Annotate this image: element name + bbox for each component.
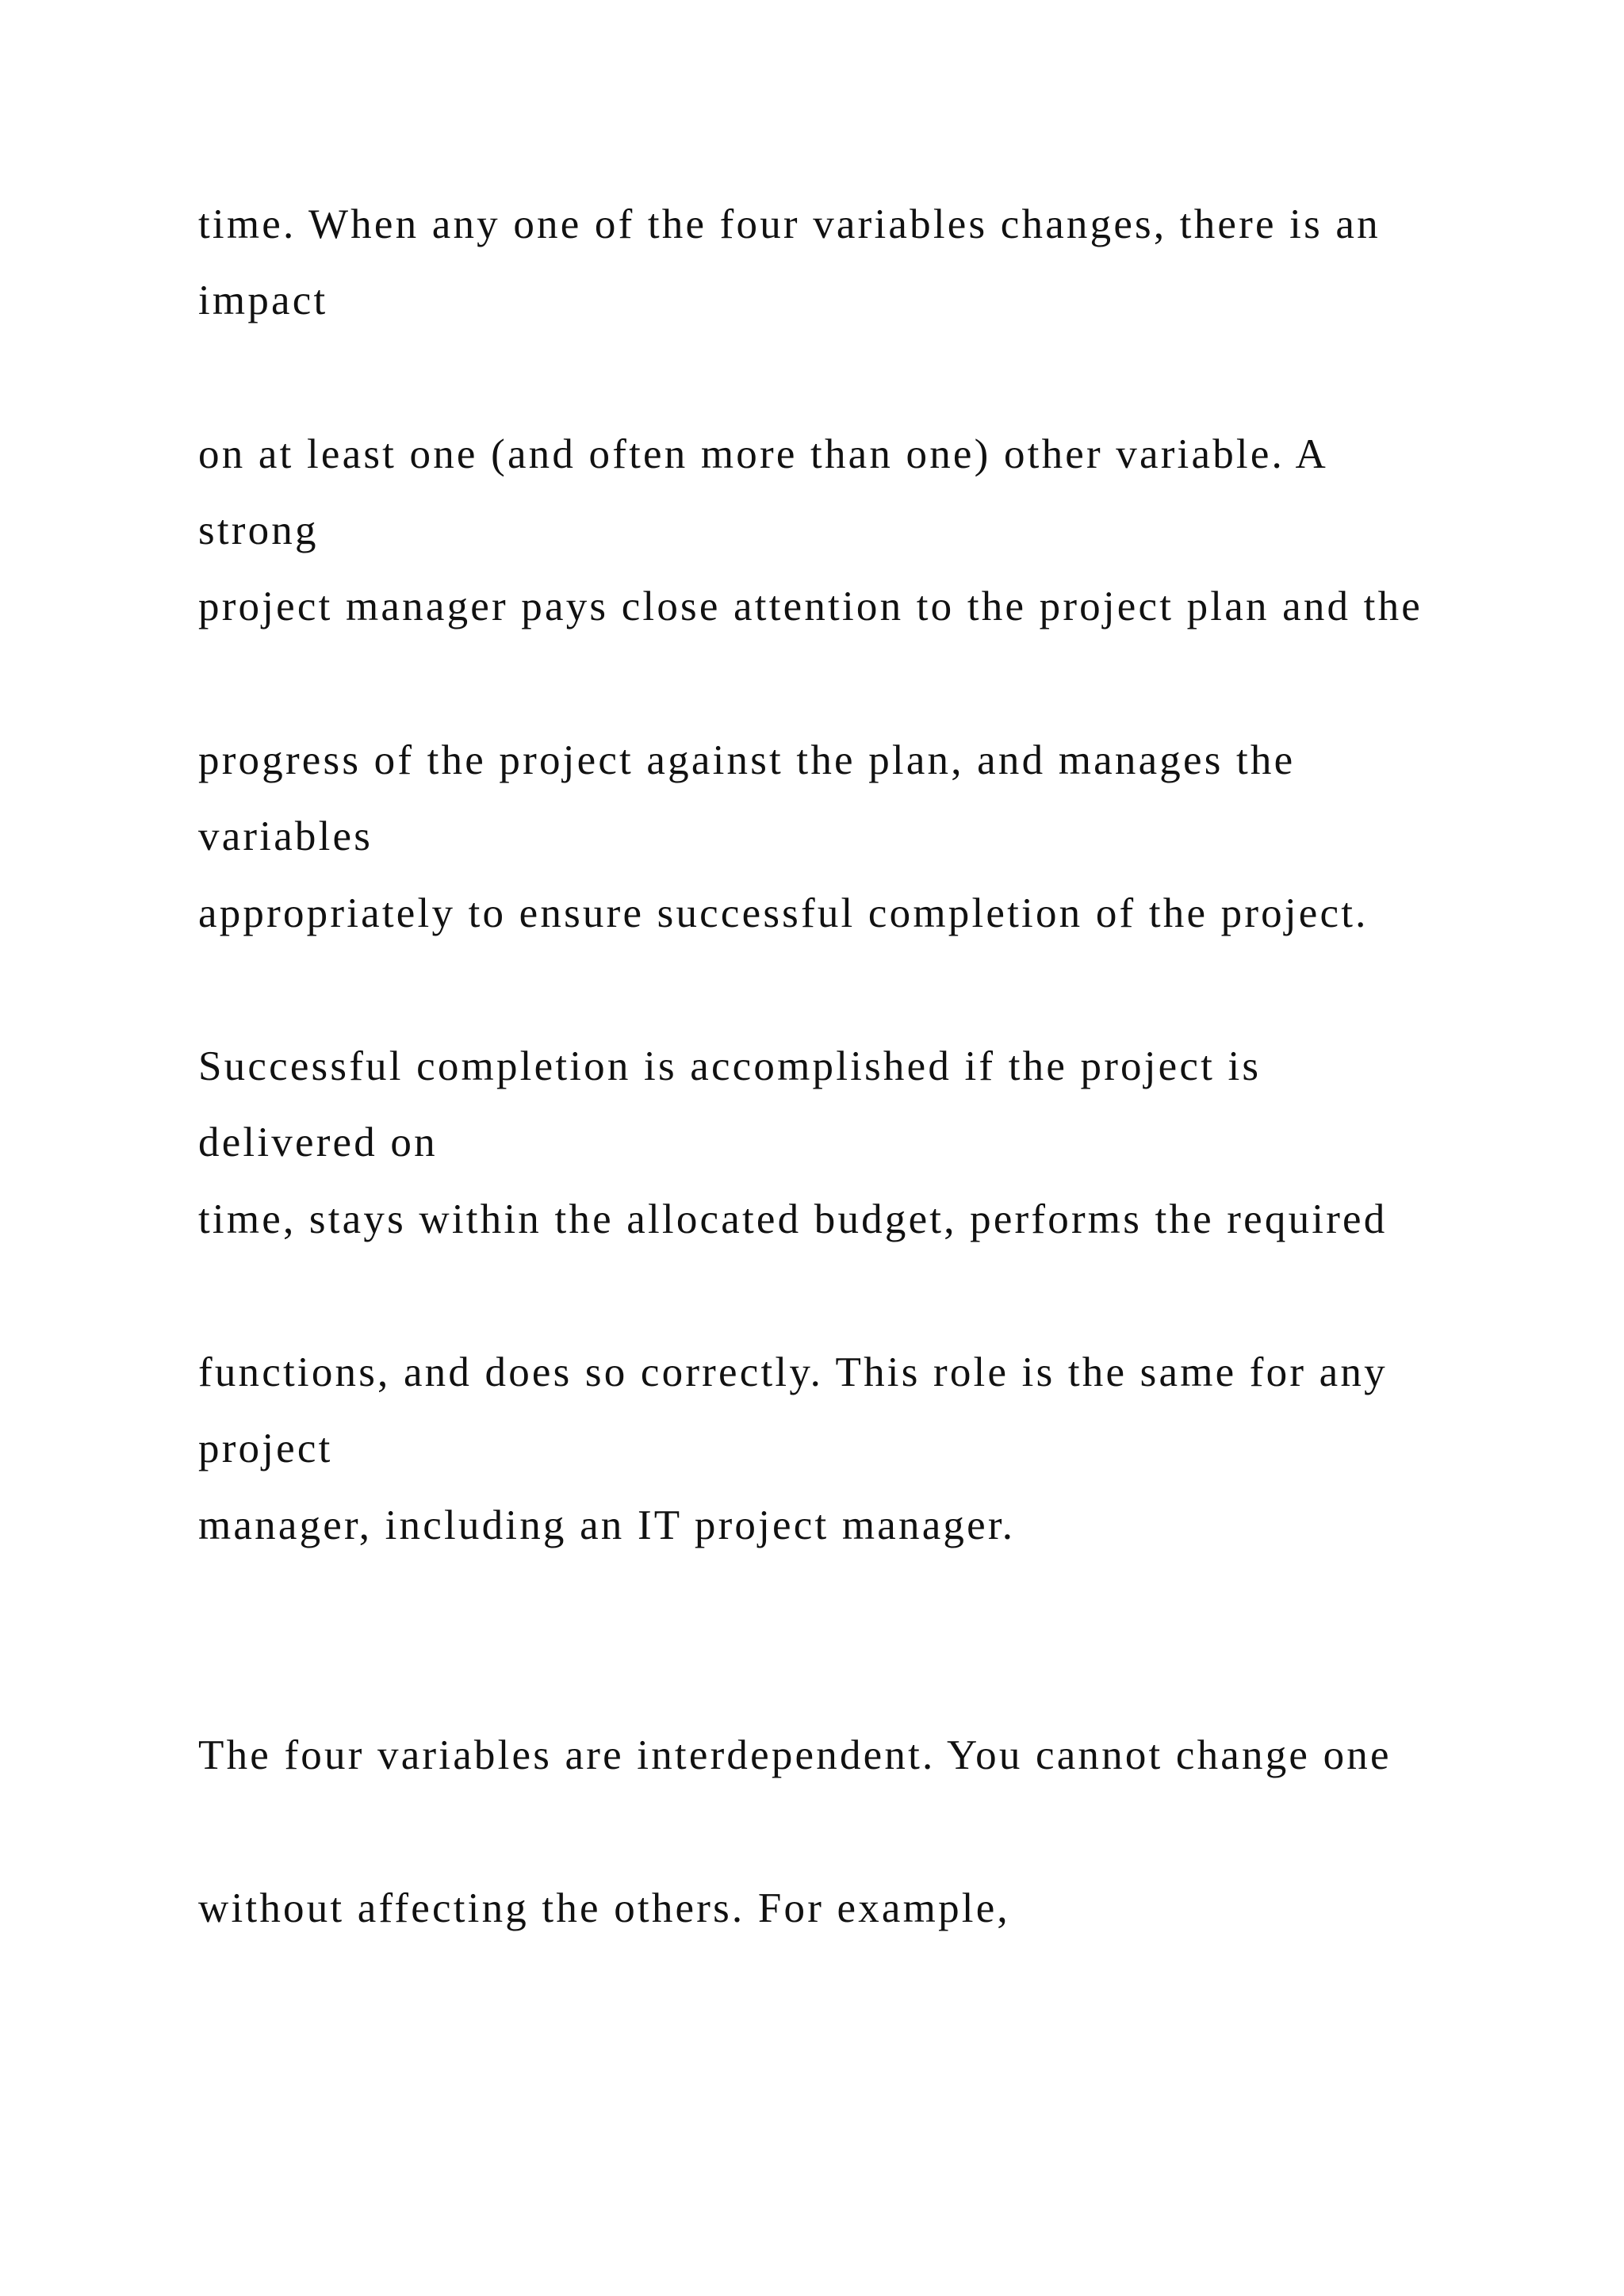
text-line: without affecting the others. For example, [198, 1885, 1010, 1931]
text-line: strong [198, 507, 319, 553]
text-line: time, stays within the allocated budget, performs the required [198, 1196, 1388, 1242]
text-line: impact [198, 277, 328, 323]
text-line: appropriately to ensure successful completion of the project. [198, 890, 1369, 936]
text-line: Successful completion is accomplished if the project is [198, 1043, 1262, 1089]
text-line: on at least one (and often more than one) other variable. A [198, 431, 1329, 477]
text-line: project manager pays close attention to the project plan and the [198, 584, 1423, 629]
text-line: The four variables are interdependent. You cannot change one [198, 1732, 1392, 1778]
text-line: delivered on [198, 1119, 438, 1165]
text-line: progress of the project against the plan, and manages the [198, 737, 1296, 783]
text-line: project [198, 1425, 333, 1471]
text-line: functions, and does so correctly. This role is the same for any [198, 1349, 1388, 1395]
text-line: variables [198, 813, 373, 859]
text-line: time. When any one of the four variables changes, there is an [198, 201, 1381, 247]
text-line: manager, including an IT project manager. [198, 1502, 1016, 1548]
